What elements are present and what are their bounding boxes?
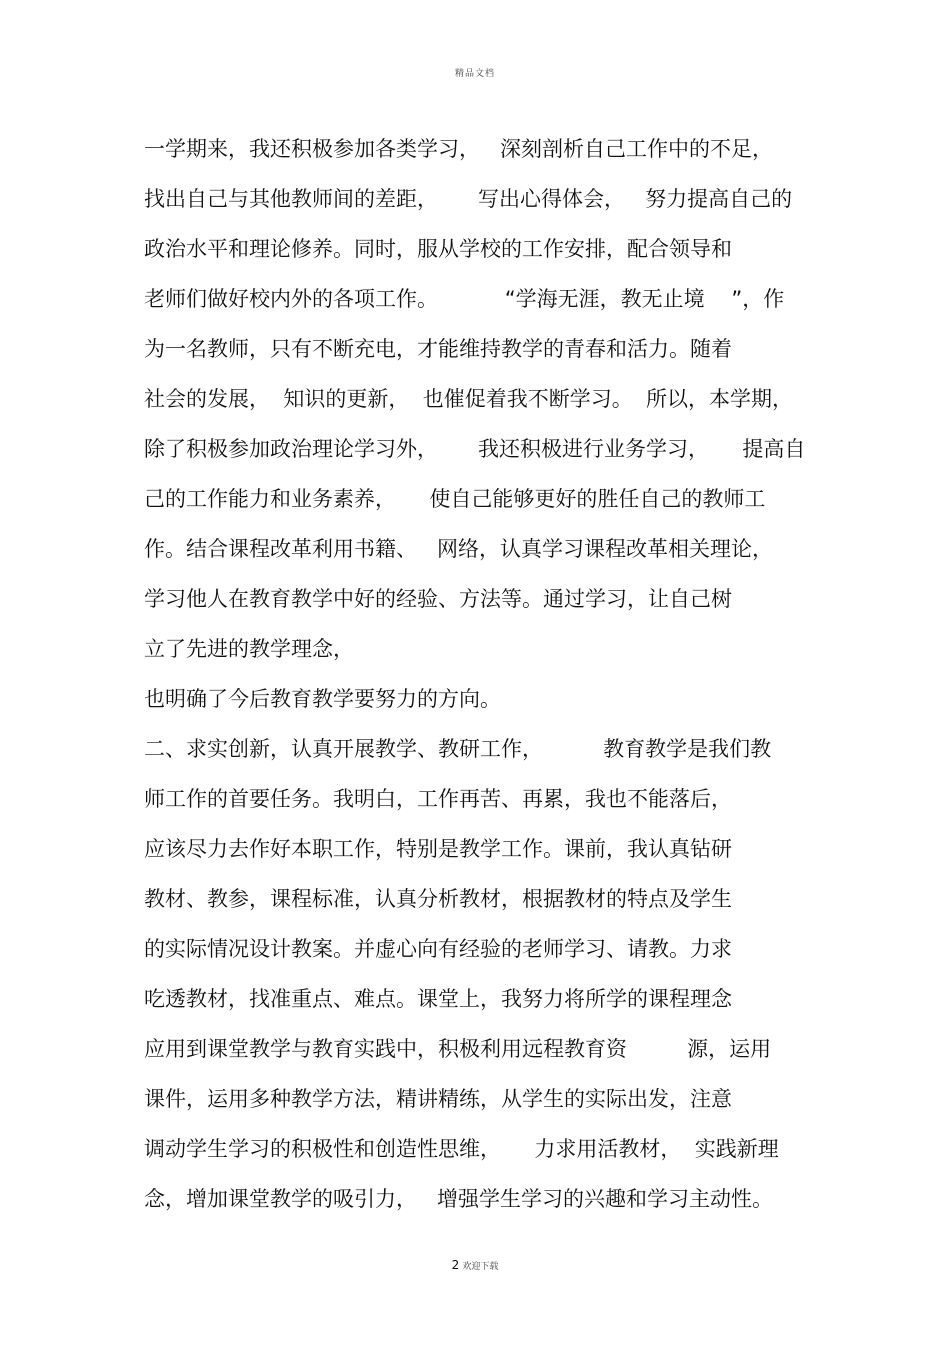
text-line: 吃透教材，找准重点、难点。课堂上，我努力将所学的课程理念	[144, 987, 732, 1011]
text-line: 念，增加课堂教学的吸引力， 增强学生学习的兴趣和学习主动性。	[144, 1187, 774, 1211]
page-header: 精品文档	[454, 69, 495, 79]
page-number: 2	[451, 1258, 460, 1272]
body-text	[144, 124, 824, 1224]
text-line: 学习他人在教育教学中好的经验、方法等。通过学习，让自己树	[144, 587, 732, 611]
text-line: 作。结合课程改革利用书籍、 网络，认真学习课程改革相关理论，	[144, 537, 774, 561]
text-line: 一学期来，我还积极参加各类学习， 深刻剖析自己工作中的不足，	[144, 137, 774, 161]
text-line: 师工作的首要任务。我明白，工作再苦、再累，我也不能落后，	[144, 787, 732, 811]
footer-text: 欢迎下载	[462, 1262, 499, 1272]
text-line: 找出自己与其他教师间的差距， 写出心得体会， 努力提高自己的	[144, 187, 793, 211]
text-line: 为一名教师，只有不断充电，才能维持教学的青春和活力。随着	[144, 337, 732, 361]
text-line: 立了先进的教学理念，	[144, 637, 354, 661]
text-line: 政治水平和理论修养。同时，服从学校的工作安排，配合领导和	[144, 237, 732, 261]
text-line: 教材、教参，课程标准，认真分析教材，根据教材的特点及学生	[144, 887, 732, 911]
text-line: 老师们做好校内外的各项工作。 “学海无涯，教无止境 ”，作	[144, 287, 785, 311]
text-line: 的实际情况设计教案。并虚心向有经验的老师学习、请教。力求	[144, 937, 732, 961]
text-line: 也明确了今后教育教学要努力的方向。	[144, 687, 501, 711]
page-footer	[0, 1258, 950, 1272]
text-line: 应该尽力去作好本职工作，特别是教学工作。课前，我认真钻研	[144, 837, 732, 861]
text-line: 除了积极参加政治理论学习外， 我还积极进行业务学习， 提高自	[144, 437, 806, 461]
text-line: 调动学生学习的积极性和创造性思维， 力求用活教材， 实践新理	[144, 1137, 779, 1161]
text-line: 课件，运用多种教学方法，精讲精练，从学生的实际出发，注意	[144, 1087, 732, 1111]
text-line: 己的工作能力和业务素养， 使自己能够更好的胜任自己的教师工	[144, 487, 766, 511]
section-heading-line: 二、求实创新，认真开展教学、教研工作， 教育教学是我们教	[144, 737, 772, 761]
text-line: 社会的发展， 知识的更新， 也催促着我不断学习。 所以，本学期，	[144, 387, 794, 411]
text-line: 应用到课堂教学与教育实践中，积极利用远程教育资 源，运用	[144, 1037, 772, 1061]
